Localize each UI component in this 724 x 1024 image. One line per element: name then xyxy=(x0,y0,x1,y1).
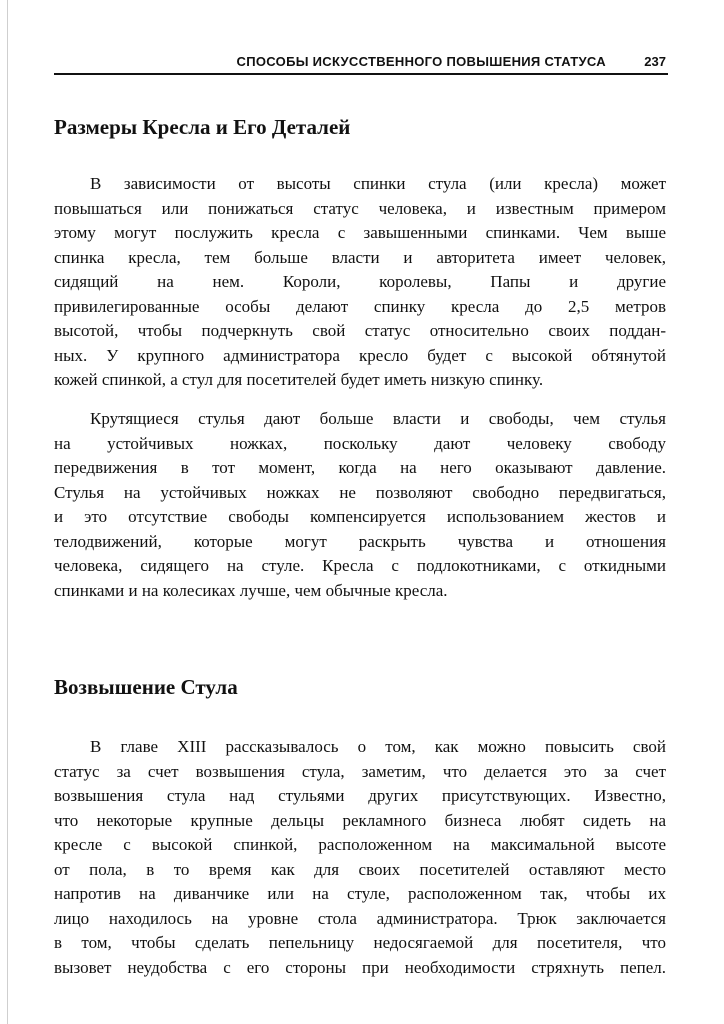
paragraph xyxy=(54,735,666,980)
text-line: кресле с высокой спинкой, расположенном на максимальной высоте xyxy=(54,835,666,854)
running-header xyxy=(54,48,668,78)
text-line: и это отсутствие свободы компенсируется использованием жестов и xyxy=(54,507,666,526)
paragraph xyxy=(54,407,666,603)
text-line: человека, сидящего на стуле. Кресла с подлокотниками, с откидными xyxy=(54,556,666,575)
text-line: напротив на диванчике или на стуле, расположенном так, чтобы их xyxy=(54,884,666,903)
text-line: повышаться или понижаться статус человека, и известным примером xyxy=(54,198,666,218)
text-line: спинками и на колесиках лучше, чем обычные кресла. xyxy=(54,580,448,600)
text-line: В главе XIII рассказывалось о том, как можно повысить свой xyxy=(90,737,666,756)
text-line: вызовет неудобства с его стороны при необходимости стряхнуть пепел. xyxy=(54,957,666,977)
text-line: статус за счет возвышения стула, заметим, что делается это за счет xyxy=(54,761,666,781)
text-line: что некоторые крупные дельцы рекламного бизнеса любят сидеть на xyxy=(54,810,666,830)
section-heading: Возвышение Стула xyxy=(54,675,238,699)
text-line: возвышения стула над стульями других присутствующих. Известно, xyxy=(54,786,666,805)
text-line: этому могут послужить кресла с завышенными спинками. Чем выше xyxy=(54,223,666,242)
text-line: В зависимости от высоты спинки стула (или кресла) может xyxy=(90,174,666,193)
header-rule xyxy=(54,73,668,75)
paragraph xyxy=(54,172,666,393)
page-edge-line xyxy=(7,0,8,1024)
text-line: лицо находилось на уровне стола администратора. Трюк заключается xyxy=(54,908,666,928)
running-header-title: СПОСОБЫ ИСКУССТВЕННОГО ПОВЫШЕНИЯ СТАТУСА xyxy=(236,54,606,69)
text-line: кожей спинкой, а стул для посетителей будет иметь низкую спинку. xyxy=(54,370,544,389)
text-line: телодвижений, которые могут раскрыть чувства и отношения xyxy=(54,531,666,551)
text-line: спинка кресла, тем больше власти и авторитета имеет человек, xyxy=(54,247,666,267)
text-line: ных. У крупного администратора кресло будет с высокой обтянутой xyxy=(54,345,666,365)
page-number: 237 xyxy=(644,54,666,69)
text-line: сидящий на нем. Короли, королевы, Папы и другие xyxy=(54,272,666,291)
text-line: от пола, в то время как для своих посетителей оставляют место xyxy=(54,859,666,879)
text-line: на устойчивых ножках, поскольку дают человеку свободу xyxy=(54,433,666,453)
text-line: привилегированные особы делают спинку кресла до 2,5 метров xyxy=(54,296,666,316)
text-line: в том, чтобы сделать пепельницу недосягаемой для посетителя, что xyxy=(54,933,666,952)
text-line: Крутящиеся стулья дают больше власти и свободы, чем стулья xyxy=(90,409,666,428)
text-line: передвижения в тот момент, когда на него оказывают давление. xyxy=(54,458,666,477)
section-heading: Размеры Кресла и Его Деталей xyxy=(54,115,351,139)
text-line: Стулья на устойчивых ножках не позволяют свободно передвигаться, xyxy=(54,482,666,502)
text-line: высотой, чтобы подчеркнуть свой статус относительно своих поддан- xyxy=(54,321,666,340)
